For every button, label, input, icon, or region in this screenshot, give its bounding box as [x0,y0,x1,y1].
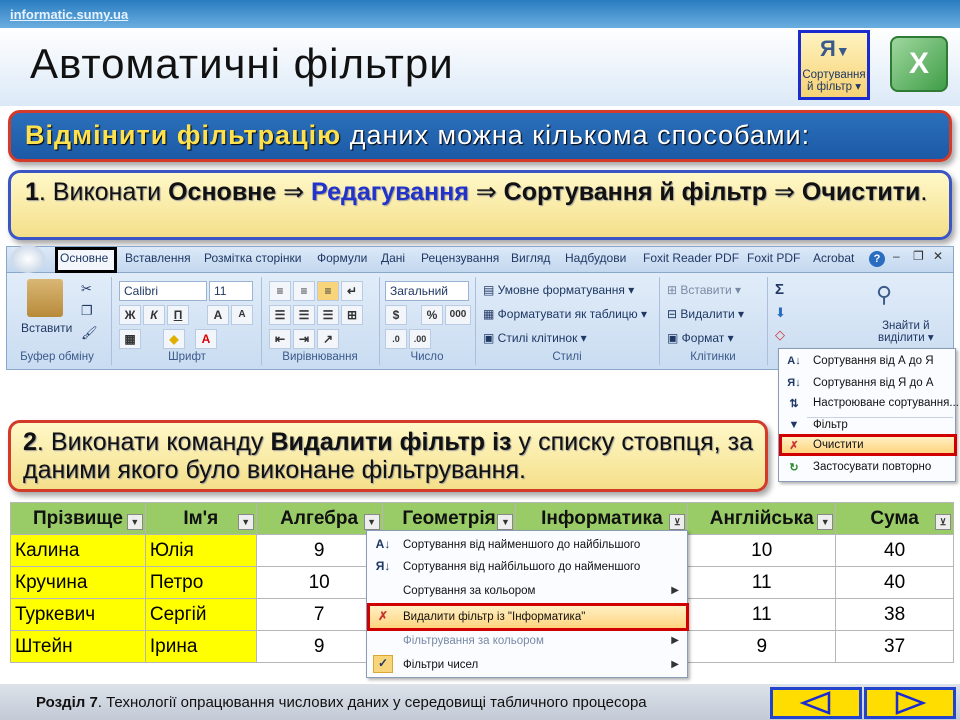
menu-sort-za[interactable]: Сортування від Я до А [813,377,934,389]
arrow-1: ⇒ [276,178,312,206]
menu-filter[interactable]: Фільтр [813,419,848,431]
cell-english: 11 [688,599,836,631]
fill-color-icon[interactable]: ◆ [163,329,185,349]
method1-home: Основне [168,178,277,206]
increase-decimal-icon[interactable]: .0 [385,329,407,349]
shrink-font-icon[interactable]: A [231,305,253,325]
separator [475,277,476,365]
submenu-arrow-icon: ▶ [671,585,679,596]
format-painter-icon[interactable]: 🖌 [81,325,98,340]
col-surname-label: Прізвище [32,507,123,529]
menu-remove-filter[interactable]: Видалити фільтр із "Інформатика" [403,611,586,623]
cell-name: Петро [145,567,256,599]
footer-text [36,694,647,711]
arrow-3: ⇒ [767,178,802,206]
font-size-select[interactable]: 11 [209,281,253,301]
next-button[interactable] [864,687,956,719]
col-name [145,503,256,535]
cs-label: Стилі клітинок [497,331,578,345]
method2-text-a: . Виконати команду [36,428,271,456]
method2-box [8,420,768,492]
clear-icon[interactable]: ◇ [775,327,785,342]
method1-edit: Редагування [311,178,469,206]
minimize-icon[interactable]: ‒ [893,249,900,263]
filter-dropdown-icon[interactable]: ▼ [127,514,143,530]
currency-icon[interactable]: $ [385,305,407,325]
clear-filter-icon: ✗ [789,440,799,452]
align-center-icon[interactable]: ☰ [293,305,315,325]
help-icon[interactable]: ? [869,251,885,267]
dc-label: Видалити [680,307,735,321]
sort-filter-button[interactable]: Сортування й фільтр ▾ [798,30,870,100]
method1-clear: Очистити [801,178,921,206]
ribbon-tabs [7,247,953,273]
cf-label: Умовне форматування [497,283,625,297]
wrap-text-icon[interactable]: ↵ [341,281,363,301]
sort-asc-icon: A↓ [375,537,391,551]
method1-text: . Виконати [38,178,169,206]
page-title: Автоматичні фільтри [30,40,454,87]
separator [261,277,262,365]
tab-foxit-reader[interactable]: Foxit Reader PDF [643,251,740,265]
autosum-button[interactable]: Σ [775,281,785,298]
office-button-icon[interactable] [11,245,45,273]
cell-styles-button[interactable]: ▣ Стилі клітинок ▾ [483,331,587,345]
percent-button[interactable]: % [421,305,443,325]
intro-box [8,110,952,162]
sort-az-icon: A↓ [787,355,801,367]
filter-dropdown-icon[interactable]: ▼ [817,514,833,530]
group-number: Число [410,351,444,363]
next-arrow-icon [867,690,953,716]
cell-name: Сергій [145,599,256,631]
cell-english: 10 [688,535,836,567]
paste-label[interactable]: Вставити [21,321,73,335]
table-icon: ▦ [483,307,498,321]
font-name-select[interactable]: Calibri [119,281,207,301]
checkmark-icon: ✓ [373,655,393,673]
tab-view[interactable]: Вигляд [511,251,551,265]
footer-description: . Технології опрацювання числових даних у середовищі табличного процесора [97,694,647,711]
sort-za-icon: Я↓ [787,377,801,389]
remove-filter-icon: ✗ [377,609,389,623]
tab-foxit-pdf[interactable]: Foxit PDF [747,251,801,265]
sort-filter-menu [778,348,959,482]
method1-sort: Сортування й фільтр [503,178,768,206]
align-bottom-icon[interactable]: ≡ [317,281,339,301]
excel-logo-icon: X [890,36,948,92]
group-styles: Стилі [552,351,582,363]
sort-filter-label-2: й фільтр [806,81,853,94]
restore-icon[interactable]: ❐ [913,249,924,263]
filter-active-icon[interactable]: ⊻ [935,514,951,530]
col-informatics-label: Інформатика [541,507,663,529]
grow-font-icon[interactable]: A [207,305,229,325]
delete-cells-icon: ⊟ [667,307,681,321]
format-cells-icon: ▣ [667,331,682,345]
number-format-select[interactable]: Загальний [385,281,469,301]
paste-icon[interactable] [27,279,63,317]
cut-icon[interactable]: ✂ [81,281,92,296]
tab-home-label[interactable]: Основне [60,251,109,265]
menu-clear[interactable]: Очистити [813,439,864,451]
col-algebra-label: Алгебра [280,507,359,529]
arrow-2: ⇒ [468,178,504,206]
cell-algebra: 9 [256,631,382,663]
cell-surname: Калина [11,535,146,567]
thousands-button[interactable]: 000 [445,305,471,325]
cell-name: Ірина [145,631,256,663]
borders-icon[interactable]: ▦ [119,329,141,349]
align-left-icon[interactable]: ☰ [269,305,291,325]
cell-english: 11 [688,567,836,599]
method2-text-b: у списку стовпця, за даними якого було виконане фільтрування. [23,428,753,484]
decrease-decimal-icon[interactable]: .00 [409,329,431,349]
custom-sort-icon: ⇅ [789,398,799,410]
cell-surname: Туркевич [11,599,146,631]
cell-sum: 38 [836,599,954,631]
filter-icon: ▼ [788,419,800,431]
top-bar [0,0,960,28]
col-english-label: Англійська [709,507,814,529]
binoculars-icon: ⚲ [876,282,893,307]
cell-algebra: 10 [256,567,382,599]
insert-cells-icon: ⊞ [667,283,681,297]
submenu-arrow-icon: ▶ [671,635,679,646]
cell-sum: 40 [836,535,954,567]
merge-icon[interactable]: ⊞ [341,305,363,325]
tab-acrobat[interactable]: Acrobat [813,251,855,265]
sort-filter-label-1: Сортування [802,69,866,81]
italic-button[interactable]: К [143,305,165,325]
method1-end: . [920,178,928,206]
tab-formulas[interactable]: Формули [317,251,368,265]
menu-number-filters[interactable]: Фільтри чисел [403,659,479,671]
cell-name: Юлія [145,535,256,567]
tab-review[interactable]: Рецензування [421,251,500,265]
tab-page-layout[interactable]: Розмітка сторінки [204,251,302,265]
menu-separator [807,417,953,418]
cell-sum: 40 [836,567,954,599]
reapply-icon: ↻ [789,462,799,474]
cell-sum: 37 [836,631,954,663]
find-label-1: Знайти й [882,320,930,332]
ic-label: Вставити [680,283,732,297]
intro-highlight: Відмінити фільтрацію [25,120,342,150]
filter-dropdown-icon[interactable]: ▼ [238,514,254,530]
submenu-arrow-icon: ▶ [671,659,679,670]
menu-sort-az[interactable]: Сортування від А до Я [813,355,934,367]
menu-sort-desc[interactable]: Сортування від найбільшого до найменшого [403,561,641,573]
filter-active-icon[interactable]: ⊻ [669,514,685,530]
col-algebra [256,503,382,535]
font-color-icon[interactable]: A [195,329,217,349]
tab-data[interactable]: Дані [381,251,406,265]
col-english [688,503,836,535]
col-surname [11,503,146,535]
column-filter-menu [366,530,688,678]
align-middle-icon[interactable]: ≡ [293,281,315,301]
tab-addins[interactable]: Надбудови [565,251,627,265]
cf-icon: ▤ [483,283,498,297]
copy-icon[interactable]: ❐ [81,303,93,318]
group-clipboard: Буфер обміну [20,351,94,363]
bold-button[interactable]: Ж [119,305,141,325]
cell-surname: Кручина [11,567,146,599]
separator [659,277,660,365]
cell-english: 9 [688,631,836,663]
method2-num: 2 [23,428,37,456]
insert-cells-button[interactable]: ⊞ Вставити ▾ [667,283,742,297]
separator [111,277,112,365]
find-select-button[interactable]: Знайти й виділити ▾ [878,320,934,345]
col-sum [836,503,954,535]
menu-filter-color[interactable]: Фільтрування за кольором [403,635,544,647]
orientation-icon[interactable]: ↗ [317,329,339,349]
format-table-button[interactable]: ▦ Форматувати як таблицю ▾ [483,307,648,321]
tab-insert[interactable]: Вставлення [125,251,191,265]
method2-cmd: Видалити фільтр із [270,428,512,456]
find-label-2: виділити [878,332,925,345]
increase-indent-icon[interactable]: ⇥ [293,329,315,349]
menu-custom-sort[interactable]: Настроюване сортування... [813,397,959,409]
menu-sort-asc[interactable]: Сортування від найменшого до найбільшого [403,539,641,551]
sort-desc-icon: Я↓ [375,559,391,573]
site-link[interactable]: informatic.sumy.ua [10,7,129,22]
method1-num: 1 [25,178,39,206]
align-right-icon[interactable]: ☰ [317,305,339,325]
align-top-icon[interactable]: ≡ [269,281,291,301]
filter-dropdown-icon[interactable]: ▼ [364,514,380,530]
menu-sort-color[interactable]: Сортування за кольором [403,585,536,597]
footer-section: Розділ 7 [36,694,98,711]
method1-box [8,170,952,240]
conditional-format-button[interactable]: ▤ Умовне форматування ▾ [483,283,635,297]
clear-highlight [779,434,957,456]
separator [767,277,768,365]
intro-text: даних можна кількома способами: [341,120,811,150]
menu-reapply[interactable]: Застосувати повторно [813,461,932,473]
col-geometry-label: Геометрія [402,507,496,529]
group-cells: Клітинки [690,351,736,363]
fill-icon[interactable]: ⬇ [775,305,786,320]
underline-button[interactable]: П [167,305,189,325]
sort-filter-icon: Я▼ [820,36,850,61]
prev-arrow-icon [773,690,859,716]
col-sum-label: Сума [870,507,919,529]
cell-algebra: 9 [256,535,382,567]
filter-dropdown-icon[interactable]: ▼ [497,514,513,530]
col-name-label: Ім'я [183,507,219,529]
group-font: Шрифт [168,351,206,363]
close-icon[interactable]: ✕ [933,249,944,263]
decrease-indent-icon[interactable]: ⇤ [269,329,291,349]
ft-label: Форматувати як таблицю [497,307,638,321]
group-alignment: Вирівнювання [282,351,358,363]
prev-button[interactable] [770,687,862,719]
cell-algebra: 7 [256,599,382,631]
cell-styles-icon: ▣ [483,331,498,345]
format-cells-button[interactable]: ▣ Формат ▾ [667,331,734,345]
cell-surname: Штейн [11,631,146,663]
separator [379,277,380,365]
delete-cells-button[interactable]: ⊟ Видалити ▾ [667,307,745,321]
fc-label: Формат [681,331,725,345]
